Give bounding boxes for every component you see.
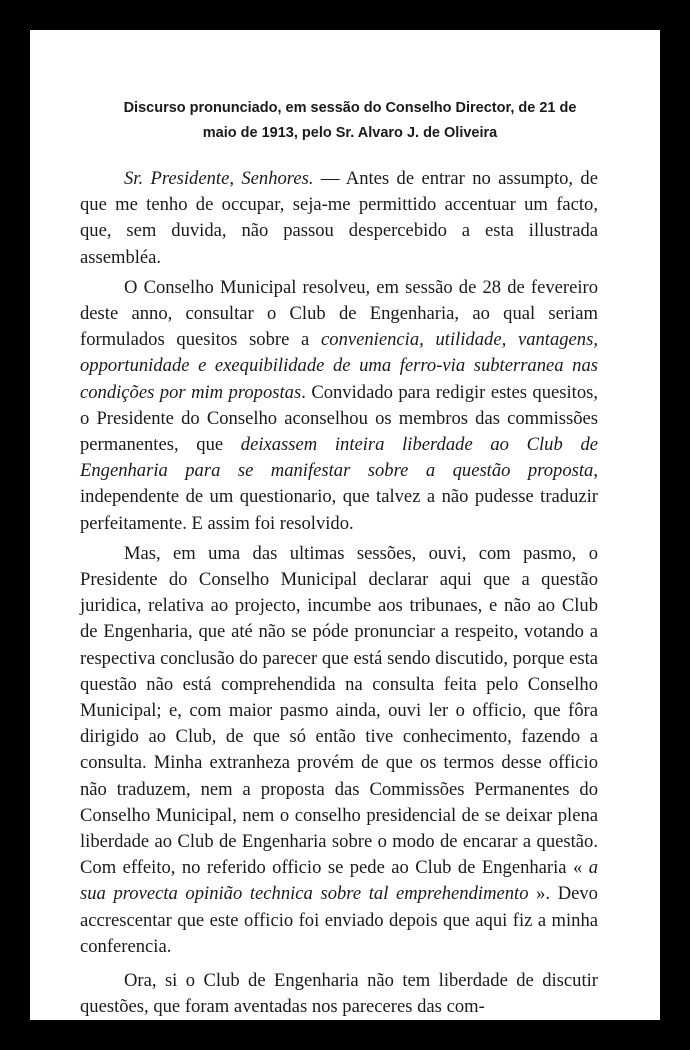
speech-body (80, 166, 598, 1020)
heading-line-2: maio de 1913, pelo Sr. Alvaro J. de Oliveira (202, 125, 498, 141)
paragraph-1-text: — Antes de entrar no assumpto, de que me tenho de occupar, seja-me permittido accentuar um facto, que, sem duvida, não passou despercebido a esta illustrada assembléa. (80, 168, 598, 268)
paragraph-4: Ora, si o Club de Engenharia não tem liberdade de discutir questões, que foram aventadas nos pareceres das com- (80, 970, 598, 1018)
paragraph-2-text-b: . Convidado para redigir estes quesitos, o Presidente do Conselho aconselhou os membros das commissões permanentes, que (80, 381, 599, 456)
paragraph-2 (80, 275, 598, 537)
paragraph-2-text-a: O Conselho Municipal resolveu, em sessão de 28 de fevereiro deste anno, consultar o Club de Engenharia, ao qual seriam formulados quesitos sobre a (80, 276, 598, 351)
paragraph-2-text-c: , independente de um questionario, que talvez a não pudesse traduzir perfeitamente. E assim foi resolvido. (80, 460, 598, 534)
heading-line-1: Discurso pronunciado, em sessão do Conselho Director, de 21 de (123, 100, 577, 116)
speech-heading (80, 96, 620, 146)
salutation: Sr. Presidente, Senhores. (124, 168, 314, 189)
paragraph-1 (80, 166, 598, 271)
paragraph-3-text-a: Mas, em uma das ultimas sessões, ouvi, com pasmo, o Presidente do Conselho Municipal declarar aqui que a questão juridica, relativa ao projecto, incumbe aos tribunaes, e não ao Club de Engenharia, que até não se póde pronunciar a respeito, votando a respectiva conclusão do parecer que está sendo discutido, porque esta questão não está comprehendida na consulta feita pelo Conselho Municipal; e, com maior pasmo ainda, ouvi ler o officio, que fôra dirigido ao Club, de que só então tive conhecimento, fazendo a consulta. Minha extranheza provém de que os termos desse officio não traduzem, nem a proposta das Commissões Permanentes do Conselho Municipal, nem o conselho presidencial de se deixar plena liberdade ao Club de Engenharia sobre o modo de encarar a questão. Com effeito, no referido officio se pede ao Club de Engenharia « (80, 542, 598, 879)
paragraph-3-text-b: ». Devo accrescentar que este officio foi enviado depois que aqui fiz a minha conferencia. (80, 883, 598, 957)
paragraph-2-emphasis-2: deixassem inteira liberdade ao Club de Engenharia para se manifestar sobre a questão proposta (80, 434, 598, 482)
paragraph-3-quote: a sua provecta opinião technica sobre tal emprehendimento (80, 857, 598, 905)
paragraph-3 (80, 541, 598, 960)
paragraph-2-emphasis-1: conveniencia, utilidade, vantagens, opportunidade e exequibilidade de uma ferro-via subterranea nas condições por mim propostas (80, 329, 598, 403)
document-page (30, 30, 660, 1020)
